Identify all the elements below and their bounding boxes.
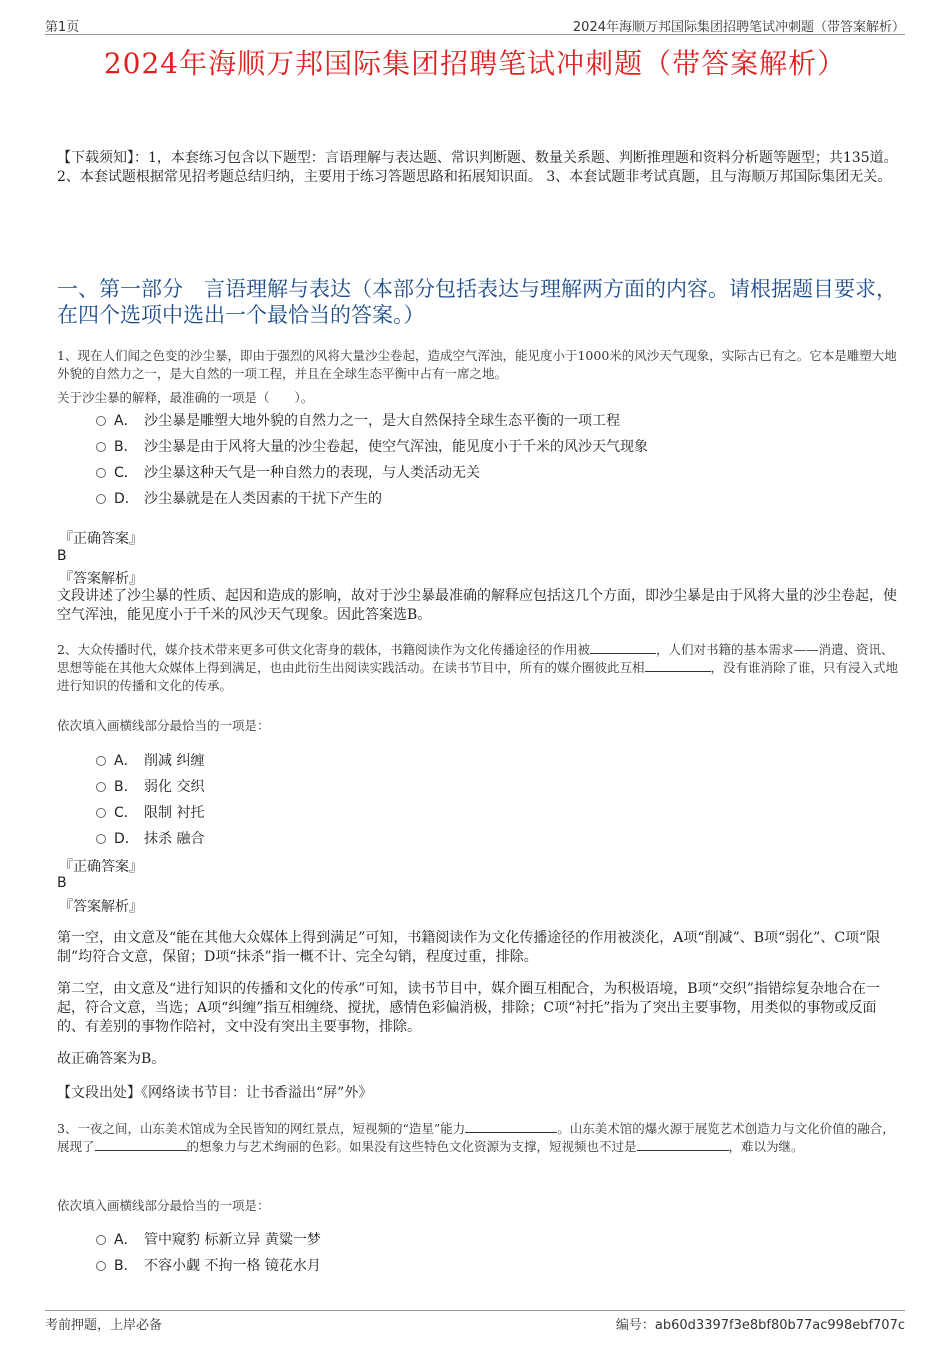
q1-option-d[interactable] bbox=[96, 488, 382, 508]
q3-text-c: 的想象力与艺术绚丽的色彩。如果没有这些特色文化资源为支撑，短视频也不过是 bbox=[186, 1139, 637, 1154]
q1-option-b[interactable] bbox=[96, 436, 648, 456]
q2-option-d[interactable] bbox=[96, 828, 204, 848]
option-letter: B． bbox=[114, 779, 138, 795]
blank-line bbox=[465, 1120, 557, 1133]
footer-slogan: 考前押题，上岸必备 bbox=[45, 1318, 163, 1333]
q2-conclusion: 故正确答案为B。 bbox=[57, 1051, 166, 1067]
q2-answer: B bbox=[57, 875, 67, 891]
radio-icon[interactable] bbox=[96, 468, 106, 478]
q3-text-d: ，难以为继。 bbox=[728, 1139, 804, 1154]
option-letter: D． bbox=[114, 491, 139, 507]
q2-text-b: ，人们对书籍的基本需求——消遣、资讯、思想等能在其他大众媒体上得到满足，也由此衍生出阅读实践活动。在读书节目中，所有的媒介圈彼此互相 bbox=[57, 642, 894, 675]
q2-option-c[interactable] bbox=[96, 802, 204, 822]
q3-prompt: 依次填入画横线部分最恰当的一项是： bbox=[57, 1198, 270, 1213]
section-title: 一、第一部分 言语理解与表达（本部分包括表达与理解两方面的内容。请根据题目要求，在四个选项中选出一个最恰当的答案。） bbox=[57, 277, 897, 327]
radio-icon[interactable] bbox=[96, 834, 106, 844]
option-text: 弱化 交织 bbox=[144, 779, 205, 795]
download-notice: 【下载须知】：1，本套练习包含以下题型：言语理解与表达题、常识判断题、数量关系题、判断推理题和资料分析题等题型；共135道。 2、本套试题根据常见招考题总结归纳，主要用于练习答题思路和拓展知识面。 3、本套试题非考试真题，且与海顺万邦国际集团无关。 bbox=[57, 150, 898, 185]
option-text: 沙尘暴就是在人类因素的干扰下产生的 bbox=[144, 491, 382, 507]
q2-option-b[interactable] bbox=[96, 776, 204, 796]
option-letter: C． bbox=[114, 805, 138, 821]
option-letter: A． bbox=[114, 413, 138, 429]
option-text: 沙尘暴是雕塑大地外貌的自然力之一，是大自然保持全球生态平衡的一项工程 bbox=[144, 413, 620, 429]
q2-prompt: 依次填入画横线部分最恰当的一项是： bbox=[57, 718, 270, 733]
q1-correct-label: 『正确答案』 bbox=[59, 531, 143, 547]
blank-line bbox=[645, 659, 711, 672]
q1-text: 1、现在人们闻之色变的沙尘暴，即由于强烈的风将大量沙尘卷起，造成空气浑浊，能见度小于1000米的风沙天气现象，实际古已有之。它本是雕塑大地外貌的自然力之一，是大自然的一项工程，并且在全球生态平衡中占有一席之地。 bbox=[57, 348, 897, 381]
q3-option-a[interactable] bbox=[96, 1229, 321, 1249]
option-letter: B． bbox=[114, 1258, 138, 1274]
option-text: 限制 衬托 bbox=[144, 805, 205, 821]
q3-text-a: 3、一夜之间，山东美术馆成为全民皆知的网红景点，短视频的“造星”能力 bbox=[57, 1121, 466, 1136]
radio-icon[interactable] bbox=[96, 494, 106, 504]
q1-analysis-label: 『答案解析』 bbox=[59, 571, 143, 587]
q2-text bbox=[57, 641, 900, 695]
option-text: 抹杀 融合 bbox=[144, 831, 205, 847]
q1-prompt: 关于沙尘暴的解释，最准确的一项是（ ）。 bbox=[57, 390, 314, 405]
q2-correct-label: 『正确答案』 bbox=[59, 859, 143, 875]
blank-line bbox=[590, 641, 656, 654]
radio-icon[interactable] bbox=[96, 808, 106, 818]
q2-source: 【文段出处】《网络读书节目：让书香溢出“屏”外》 bbox=[57, 1085, 373, 1101]
radio-icon[interactable] bbox=[96, 782, 106, 792]
header-doc-name: 2024年海顺万邦国际集团招聘笔试冲刺题（带答案解析） bbox=[572, 20, 905, 35]
option-text: 沙尘暴这种天气是一种自然力的表现，与人类活动无关 bbox=[144, 465, 480, 481]
option-letter: C． bbox=[114, 465, 138, 481]
option-letter: A． bbox=[114, 1232, 138, 1248]
q1-answer: B bbox=[57, 548, 67, 564]
page-number: 第1页 bbox=[45, 20, 80, 35]
blank-line bbox=[637, 1138, 729, 1151]
q2-analysis-label: 『答案解析』 bbox=[59, 899, 143, 915]
q2-text-a: 2、大众传播时代，媒介技术带来更多可供文化寄身的载体，书籍阅读作为文化传播途径的作用被 bbox=[57, 642, 590, 657]
q1-option-c[interactable] bbox=[96, 462, 480, 482]
radio-icon[interactable] bbox=[96, 756, 106, 766]
page-header bbox=[45, 14, 905, 35]
q2-analysis-1: 第一空，由文意及“能在其他大众媒体上得到满足”可知，书籍阅读作为文化传播途径的作用被淡化，A项“削减”、B项“弱化”、C项“限制”均符合文意，保留；D项“抹杀”指一概不计、完全勾销，程度过重，排除。 bbox=[57, 930, 881, 965]
q3-text bbox=[57, 1120, 900, 1156]
document-title: 2024年海顺万邦国际集团招聘笔试冲刺题（带答案解析） bbox=[103, 47, 847, 80]
option-text: 管中窥豹 标新立异 黄粱一梦 bbox=[144, 1232, 321, 1248]
blank-line bbox=[95, 1138, 187, 1151]
q3-text-b: 。山东美术馆的爆火源于展览艺术创造力与文化价值的融合，展现了 bbox=[57, 1121, 895, 1154]
page-footer bbox=[45, 1310, 905, 1333]
option-text: 不容小觑 不拘一格 镜花水月 bbox=[144, 1258, 321, 1274]
footer-doc-id: 编号：ab60d3397f3e8bf80b77ac998ebf707c bbox=[615, 1318, 905, 1333]
q1-analysis: 文段讲述了沙尘暴的性质、起因和造成的影响，故对于沙尘暴最准确的解释应包括这几个方面，即沙尘暴是由于风将大量的沙尘卷起，使空气浑浊，能见度小于千米的风沙天气现象。因此答案选B。 bbox=[57, 588, 897, 623]
option-letter: A． bbox=[114, 753, 138, 769]
radio-icon[interactable] bbox=[96, 1235, 106, 1245]
radio-icon[interactable] bbox=[96, 416, 106, 426]
q2-option-a[interactable] bbox=[96, 750, 204, 770]
q1-option-a[interactable] bbox=[96, 410, 620, 430]
option-text: 削减 纠缠 bbox=[144, 753, 205, 769]
option-letter: B． bbox=[114, 439, 138, 455]
q2-text-c: ，没有谁消除了谁，只有浸入式地进行知识的传播和文化的传承。 bbox=[57, 660, 899, 693]
q3-option-b[interactable] bbox=[96, 1255, 321, 1275]
radio-icon[interactable] bbox=[96, 1261, 106, 1271]
q2-analysis-2: 第二空，由文意及“进行知识的传播和文化的传承”可知，读书节目中，媒介圈互相配合，为积极语境，B项“交织”指错综复杂地合在一起，符合文意，当选；A项“纠缠”指互相缠绕、搅扰，感情色彩偏消极，排除；C项“衬托”指为了突出主要事物，用类似的事物或反面的、有差别的事物作陪衬，文中没有突出主要事物，排除。 bbox=[57, 981, 880, 1035]
radio-icon[interactable] bbox=[96, 442, 106, 452]
option-text: 沙尘暴是由于风将大量的沙尘卷起，使空气浑浊，能见度小于千米的风沙天气现象 bbox=[144, 439, 648, 455]
option-letter: D． bbox=[114, 831, 139, 847]
